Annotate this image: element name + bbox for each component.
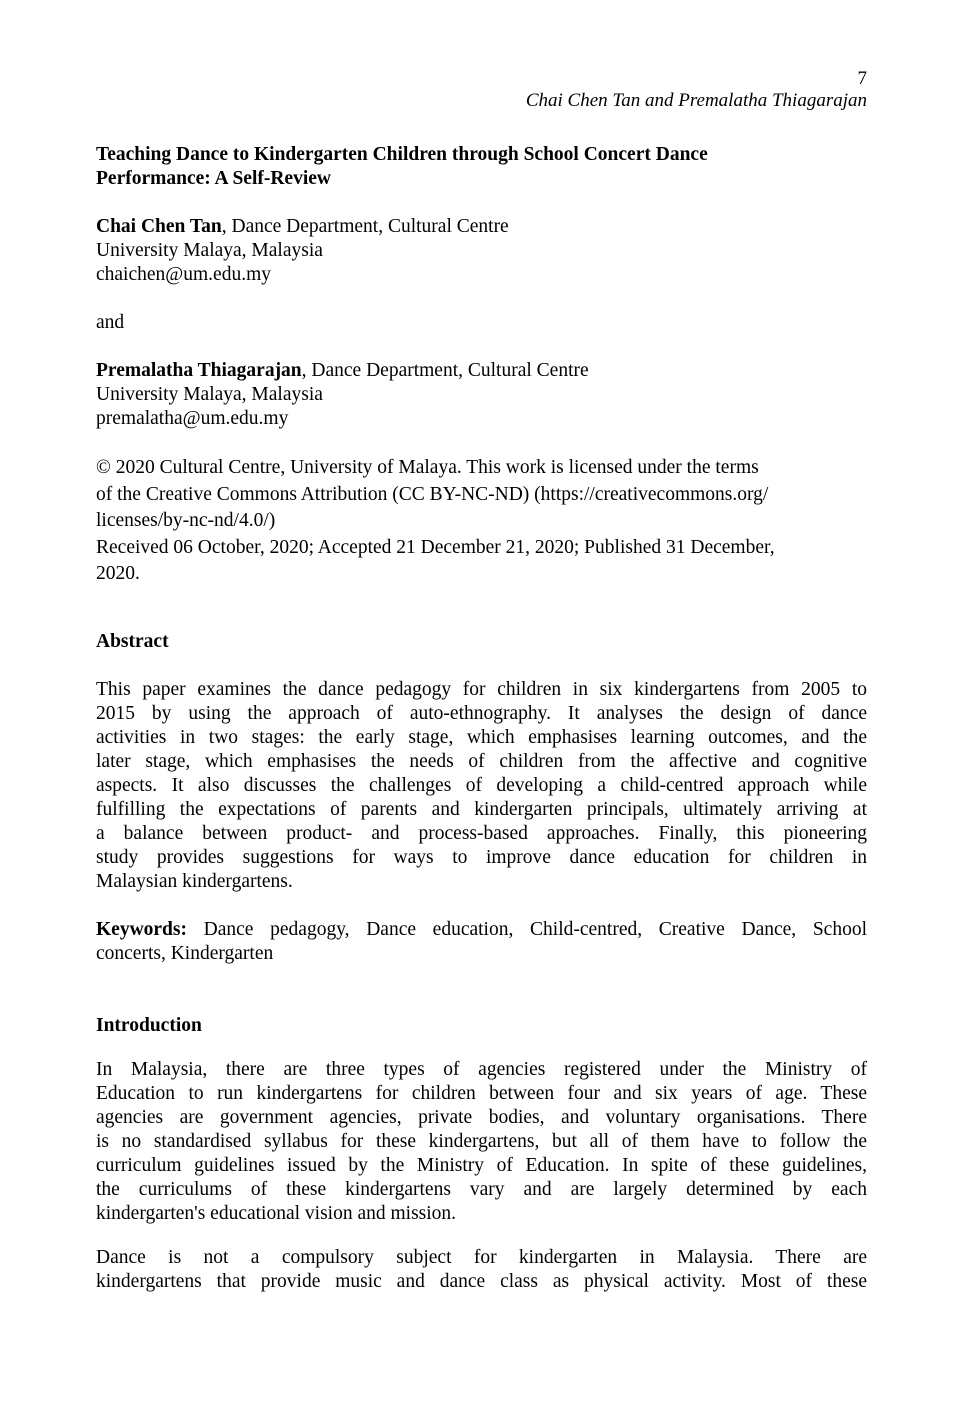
abstract-line: study provides suggestions for ways to improve dance education for children in [96,847,867,868]
author-block-2 [96,359,867,431]
introduction-heading: Introduction [96,1015,202,1036]
author-institution: University Malaya, Malaysia [96,240,323,261]
author-block-1 [96,215,867,287]
keywords-line [96,918,867,942]
keywords [96,918,867,966]
introduction-paragraph-1 [96,1058,867,1226]
page-number: 7 [857,68,867,89]
author-affiliation: , Dance Department, Cultural Centre [301,360,589,381]
paragraph-line: Dance is not a compulsory subject for kindergarten in Malaysia. There are [96,1247,867,1268]
abstract-heading: Abstract [96,631,169,652]
paragraph-line: In Malaysia, there are three types of agencies registered under the Ministry of [96,1059,867,1080]
author-name: Chai Chen Tan [96,216,222,237]
author-email: chaichen@um.edu.my [96,264,271,285]
author-affiliation: , Dance Department, Cultural Centre [221,216,509,237]
paragraph-line: curriculum guidelines issued by the Ministry of Education. In spite of these guidelines, [96,1155,867,1176]
running-head: Chai Chen Tan and Premalatha Thiagarajan [525,90,867,111]
title-line: Performance: A Self-Review [96,168,331,189]
license-notice [96,455,867,588]
author-email: premalatha@um.edu.my [96,408,289,429]
abstract-line: aspects. It also discusses the challenges of developing a child-centred approach while [96,775,867,796]
author-name-line [96,215,867,239]
author-institution: University Malaya, Malaysia [96,384,323,405]
title-line: Teaching Dance to Kindergarten Children through School Concert Dance [96,144,708,165]
keywords-label: Keywords: [96,919,187,940]
paragraph-line: kindergartens that provide music and dance class as physical activity. Most of these [96,1271,867,1292]
author-name: Premalatha Thiagarajan [96,360,302,381]
abstract-line: 2015 by using the approach of auto-ethnography. It analyses the design of dance [96,703,867,724]
abstract-line: Malaysian kindergartens. [96,871,293,892]
abstract-line: This paper examines the dance pedagogy for children in six kindergartens from 2005 to [96,679,867,700]
abstract-line: later stage, which emphasises the needs of children from the affective and cognitive [96,751,867,772]
paragraph-line: agencies are government agencies, private bodies, and voluntary organisations. There [96,1107,867,1128]
abstract-line: a balance between product- and process-based approaches. Finally, this pioneering [96,823,867,844]
keywords-line: concerts, Kindergarten [96,943,274,964]
introduction-paragraph-2 [96,1246,867,1294]
author-conjunction: and [96,312,125,333]
license-line: licenses/by-nc-nd/4.0/) [96,510,276,531]
abstract-line: activities in two stages: the early stage, which emphasises learning outcomes, and the [96,727,867,748]
paper-title [96,143,867,191]
author-name-line [96,359,867,383]
paragraph-line: kindergarten's educational vision and mission. [96,1203,457,1224]
dates-line: 2020. [96,563,140,584]
license-line: of the Creative Commons Attribution (CC BY-NC-ND) (https://creativecommons.org/ [96,483,769,505]
abstract-line: fulfilling the expectations of parents and kindergarten principals, ultimately arriving at [96,799,867,820]
paragraph-line: the curriculums of these kindergartens vary and are largely determined by each [96,1179,867,1200]
dates-line: Received 06 October, 2020; Accepted 21 December 21, 2020; Published 31 December, [96,536,775,558]
keywords-list: Dance pedagogy, Dance education, Child-centred, Creative Dance, School [187,919,867,940]
paragraph-line: is no standardised syllabus for these kindergartens, but all of them have to follow the [96,1131,867,1152]
paragraph-line: Education to run kindergartens for children between four and six years of age. These [96,1083,867,1104]
license-line: © 2020 Cultural Centre, University of Malaya. This work is licensed under the terms [96,457,759,478]
abstract-body [96,678,867,894]
